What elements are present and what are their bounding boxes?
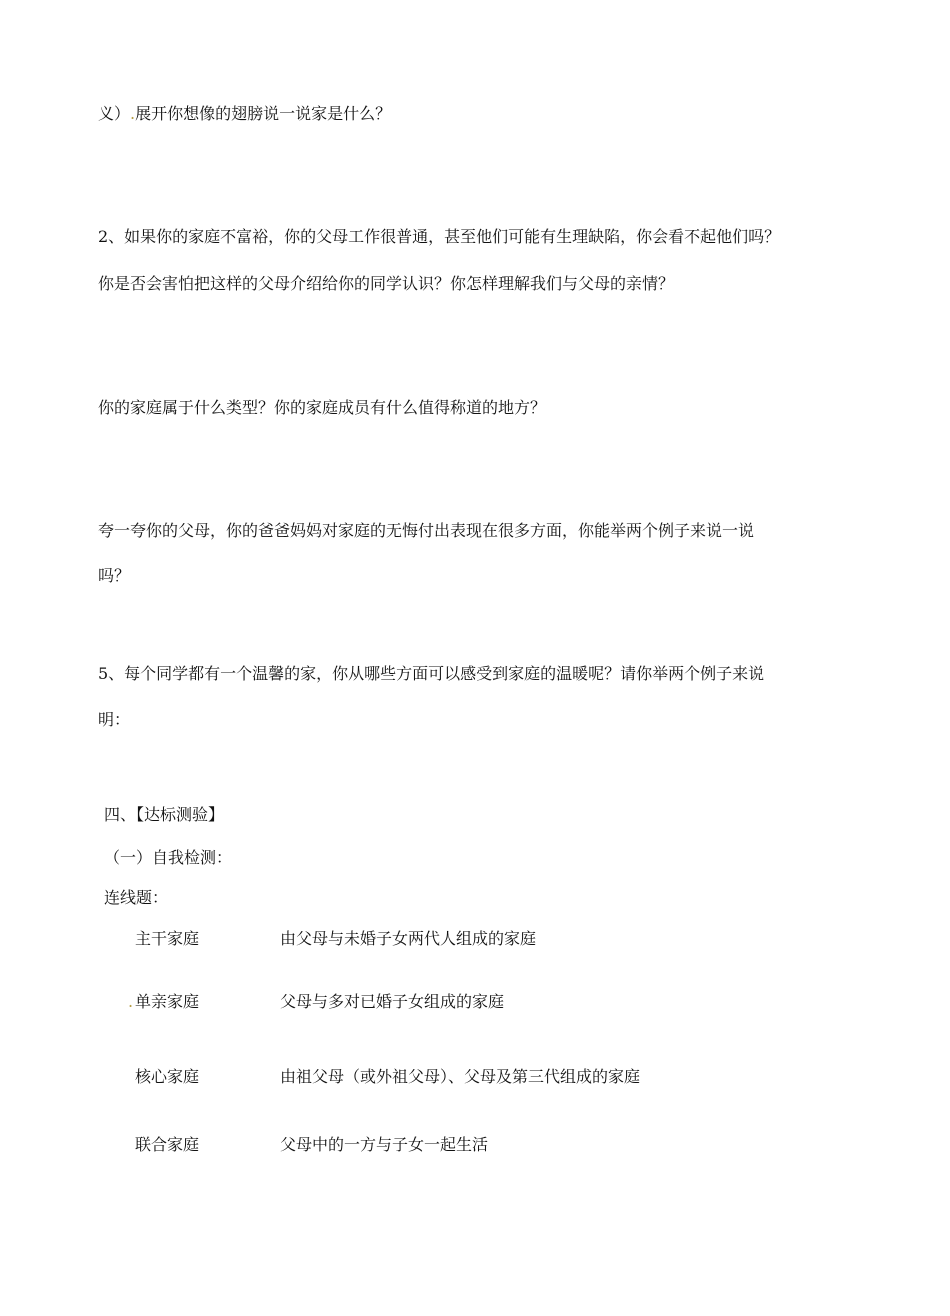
matching-right-item: 由祖父母（或外祖父母）、父母及第三代组成的家庭: [280, 1067, 641, 1086]
line-1-part-b: 展开你想像的翅膀说一说家是什么？: [135, 104, 392, 123]
matching-left-item-label: 单亲家庭: [135, 992, 200, 1011]
matching-left-item: 核心家庭: [135, 1067, 200, 1086]
matching-left-item: 主干家庭: [135, 929, 200, 948]
matching-right-item: 父母中的一方与子女一起生活: [280, 1135, 489, 1154]
section-heading: 四、【达标测验】: [104, 805, 225, 824]
question-2-line-1: 2、如果你的家庭不富裕，你的父母工作很普通，甚至他们可能有生理缺陷，你会看不起他们吗？: [98, 227, 781, 246]
question-4-line-2: 吗？: [98, 566, 131, 585]
dot-mark: .: [130, 104, 136, 123]
matching-right-item: 由父母与未婚子女两代人组成的家庭: [280, 929, 537, 948]
matching-title: 连线题：: [104, 888, 169, 907]
question-5-line-1: 5、每个同学都有一个温馨的家，你从哪些方面可以感受到家庭的温暖呢？请你举两个例子来说: [98, 664, 765, 683]
question-4-line-1: 夸一夸你的父母，你的爸爸妈妈对家庭的无悔付出表现在很多方面，你能举两个例子来说一说: [98, 521, 755, 540]
line-1-part-a: 义）: [98, 104, 131, 123]
text-line-1: [98, 104, 391, 124]
dot-mark-2: .: [128, 992, 134, 1011]
question-5-line-2: 明：: [98, 710, 131, 729]
question-2-line-2: 你是否会害怕把这样的父母介绍给你的同学认识？你怎样理解我们与父母的亲情？: [98, 274, 675, 293]
matching-right-item: 父母与多对已婚子女组成的家庭: [280, 992, 505, 1011]
matching-left-item: [128, 992, 200, 1012]
subsection-heading: （一）自我检测：: [104, 848, 233, 867]
matching-left-item: 联合家庭: [135, 1135, 200, 1154]
question-3: 你的家庭属于什么类型？你的家庭成员有什么值得称道的地方？: [98, 398, 547, 417]
